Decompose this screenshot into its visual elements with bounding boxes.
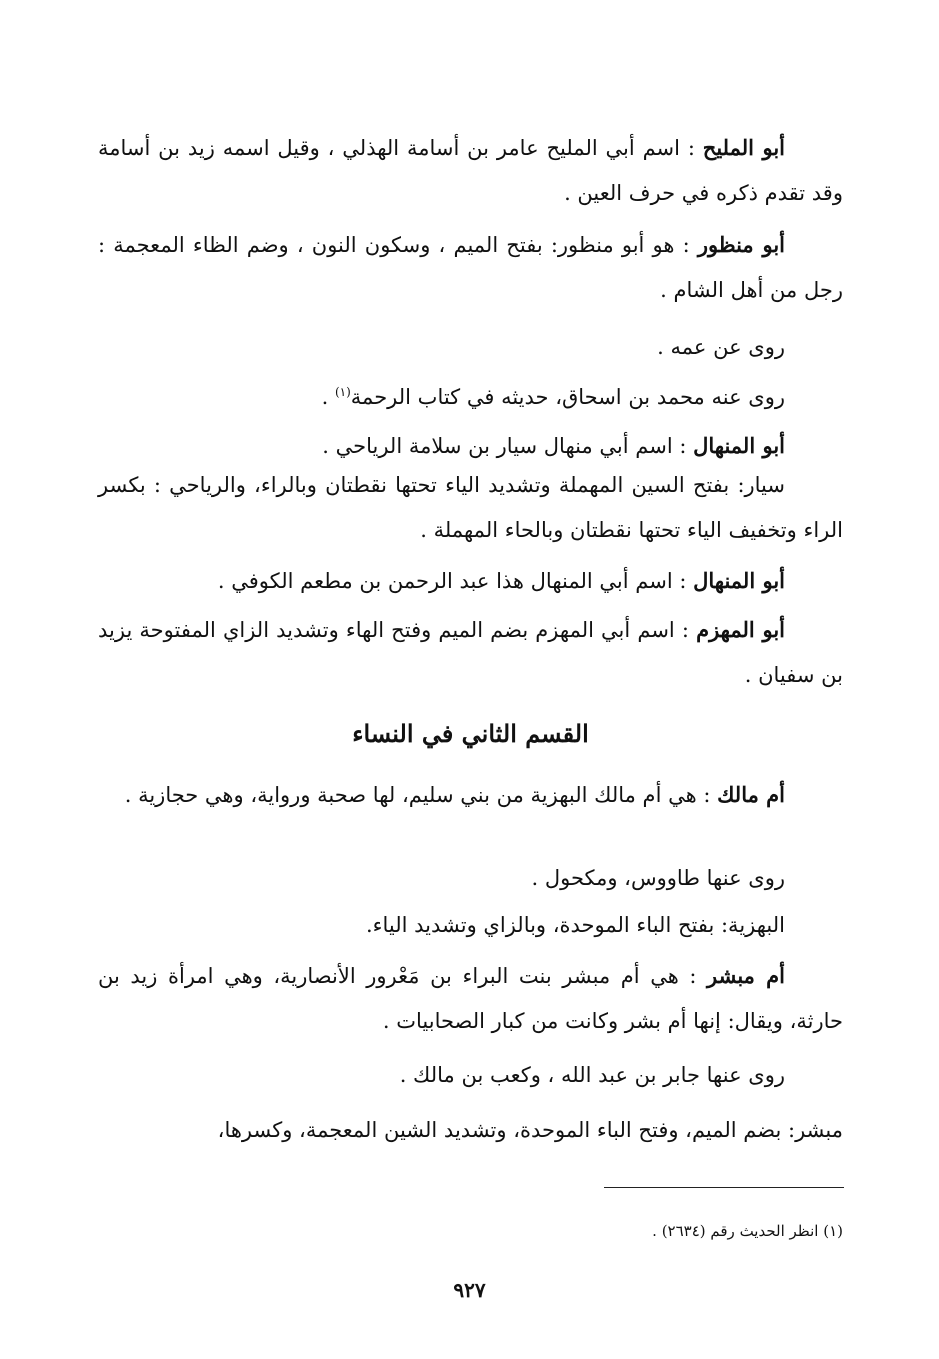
entry-text: روى عنها جابر بن عبد الله ، وكعب بن مالك . (399, 1063, 785, 1087)
entry-line (98, 1053, 843, 1098)
entry-abu-al-minhal-2 (98, 558, 843, 604)
entry-line (98, 856, 843, 901)
footnote-divider (604, 1187, 844, 1188)
entry-text: اسم أبي المليح عامر بن أسامة الهذلي ، وقيل اسمه زيد بن أسامة وقد تقدم ذكره في حرف العين . (98, 136, 843, 205)
entry-line (98, 325, 843, 370)
entry-separator: : (696, 783, 718, 807)
entry-term: أبو المليح (702, 135, 785, 160)
footnote: (١) انظر الحديث رقم (٢٦٣٤) . (652, 1222, 843, 1240)
entry-line (98, 370, 843, 420)
entry-line (98, 1108, 843, 1153)
entry-text: هو أبو منظور: بفتح الميم ، وسكون النون ، وضم الظاء المعجمة : رجل من أهل الشام . (98, 233, 843, 302)
footnote-marker: (١) (334, 385, 351, 399)
entry-separator: : (679, 136, 703, 160)
entry-separator: : (674, 618, 697, 642)
entry-text: هي أم مبشر بنت البراء بن مَعْرور الأنصارية، وهي امرأة زيد بن حارثة، ويقال: إنها أم بشر وكانت من كبار الصحابيات . (98, 964, 843, 1033)
entry-separator: : (672, 434, 694, 458)
entry-abu-al-muhazzim (98, 607, 843, 698)
entry-term: أبو المهزم (696, 617, 785, 642)
entry-term: أم مالك (717, 782, 785, 807)
page-number: ٩٢٧ (453, 1278, 486, 1302)
entry-separator: : (678, 964, 708, 988)
section-title: القسم الثاني في النساء (352, 719, 589, 748)
entry-text: البهزية: بفتح الباء الموحدة، وبالزاي وتشديد الياء. (365, 913, 785, 937)
entry-separator: : (672, 569, 694, 593)
entry-text: اسم أبي المنهال هذا عبد الرحمن بن مطعم الكوفي . (217, 569, 673, 593)
entry-text: روى عنه محمد بن اسحاق، حديثه في كتاب الرحمة (350, 385, 785, 409)
entry-text: مبشر: بضم الميم، وفتح الباء الموحدة، وتشديد الشين المعجمة، وكسرها، (217, 1118, 843, 1142)
entry-term: أبو المنهال (693, 568, 785, 593)
entry-text: روى عن عمه . (657, 335, 785, 359)
entry-term: أم مبشر (707, 963, 785, 988)
entry-text: هي أم مالك البهزية من بني سليم، لها صحبة ورواية، وهي حجازية . (124, 783, 697, 807)
entry-term: أبو المنهال (693, 433, 785, 458)
entry-text: اسم أبي المهزم بضم الميم وفتح الهاء وتشديد الزاي المفتوحة يزيد بن سفيان . (98, 618, 843, 687)
entry-text: روى عنها طاووس، ومكحول . (531, 866, 785, 890)
entry-separator: : (674, 233, 698, 257)
entry-line (98, 903, 843, 948)
entry-umm-malik (98, 772, 843, 818)
entry-abu-al-malih (98, 125, 843, 216)
entry-umm-mubashshir (98, 953, 843, 1044)
entry-term: أبو منظور (697, 232, 785, 257)
entry-text: اسم أبي منهال سيار بن سلامة الرياحي . (322, 434, 673, 458)
entry-text: سيار: بفتح السين المهملة وتشديد الياء تحتها نقطتان وبالراء، والرياحي : بكسر الراء وتخفيف الياء تحتها نقطتان وبالحاء المهملة . (98, 473, 843, 542)
entry-line (98, 463, 843, 553)
entry-abu-manzur (98, 222, 843, 313)
entry-text-end: . (321, 385, 335, 409)
